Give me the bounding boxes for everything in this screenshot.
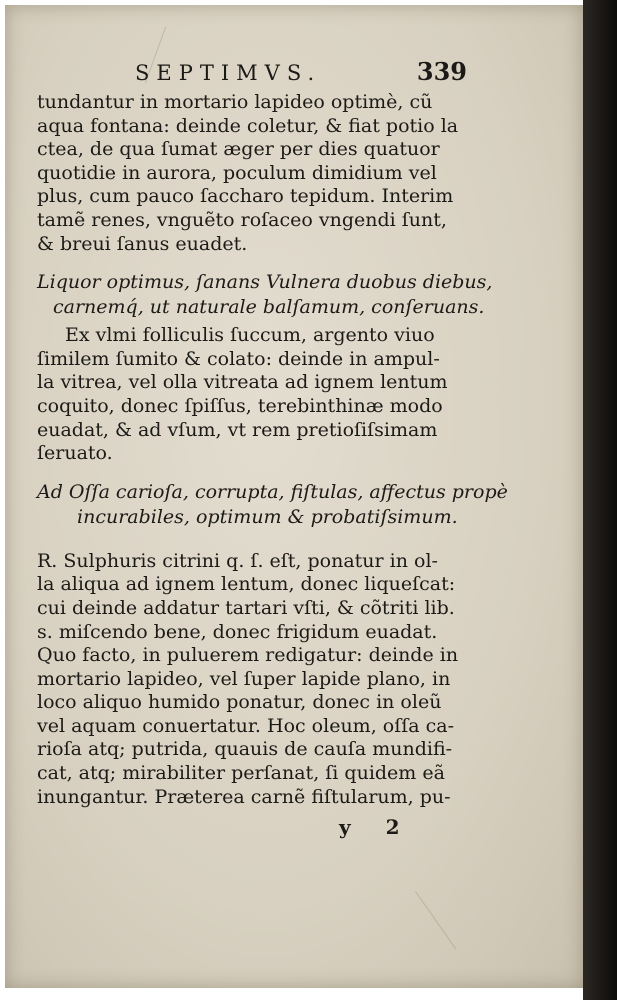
heading-line: carnemq́, ut naturale balſamum, conſeruans.: [53, 296, 485, 319]
text-line: euadat, & ad vſum, vt rem pretioſiſsimam: [37, 418, 438, 441]
text-line: s. miſcendo bene, donec frigidum euadat.: [37, 620, 438, 643]
heading-line: Ad Oſſa carioſa, corrupta, fiſtulas, affectus propè: [37, 480, 508, 503]
text-line: Ex vlmi folliculis ſuccum, argento viuo: [65, 324, 435, 347]
text-line: ctea, de qua ſumat æger per dies quatuor: [37, 138, 440, 161]
text-line: aqua fontana: deinde coletur, & fiat potio la: [37, 114, 459, 137]
text-line: rioſa atq; putrida, quauis de cauſa mundifi-: [37, 738, 453, 761]
binding-shadow: [583, 0, 617, 1000]
paragraph-1: [37, 91, 467, 256]
paragraph-3: [37, 550, 467, 810]
paper-crease: [415, 891, 456, 949]
text-line: tamẽ renes, vnguẽto roſaceo vngendi ſunt,: [37, 208, 447, 231]
heading-line: Liquor optimus, ſanans Vulnera duobus diebus,: [37, 271, 493, 294]
text-line: plus, cum pauco ſaccharo tepidum. Interim: [37, 185, 454, 208]
text-line: ſeruato.: [37, 442, 113, 465]
signature-mark: y 2: [339, 815, 414, 840]
heading-1: [37, 270, 493, 320]
text-line: tundantur in mortario lapideo optimè, cũ: [37, 91, 433, 113]
text-line: mortario lapideo, vel ſuper lapide plano, in: [37, 667, 451, 690]
book-page: [5, 5, 583, 988]
text-line: R. Sulphuris citrini q. ſ. eſt, ponatur in ol-: [37, 549, 438, 572]
text-line: & breui ſanus euadet.: [37, 232, 248, 255]
text-line: coquito, donec ſpiſſus, terebinthinæ modo: [37, 394, 443, 417]
signature-row: [37, 815, 467, 843]
text-line: vel aquam conuertatur. Hoc oleum, oſſa ca-: [37, 714, 455, 737]
text-line: Quo facto, in puluerem redigatur: deinde in: [37, 644, 459, 667]
running-head: [37, 57, 467, 91]
running-head-title: SEPTIMVS.: [135, 61, 322, 85]
text-line: ſimilem ſumito & colato: deinde in ampul-: [37, 347, 440, 370]
page-number: 339: [416, 57, 467, 86]
text-line: la vitrea, vel olla vitreata ad ignem lentum: [37, 371, 448, 394]
text-line: cui deinde addatur tartari vſti, & cõtriti lib.: [37, 596, 455, 619]
text-line: loco aliquo humido ponatur, donec in oleũ: [37, 691, 442, 714]
text-line: la aliqua ad ignem lentum, donec liqueſcat:: [37, 573, 456, 596]
text-line: cat, atq; mirabiliter perſanat, ſi quidem eã: [37, 762, 445, 785]
text-line: inungantur. Præterea carnẽ fiſtularum, pu-: [37, 785, 451, 808]
heading-2: [37, 480, 508, 530]
text-line: quotidie in aurora, poculum dimidium vel: [37, 161, 437, 184]
paragraph-2: [37, 324, 467, 466]
text-column: [37, 57, 508, 843]
heading-line: incurabiles, optimum & probatiſsimum.: [77, 505, 458, 528]
